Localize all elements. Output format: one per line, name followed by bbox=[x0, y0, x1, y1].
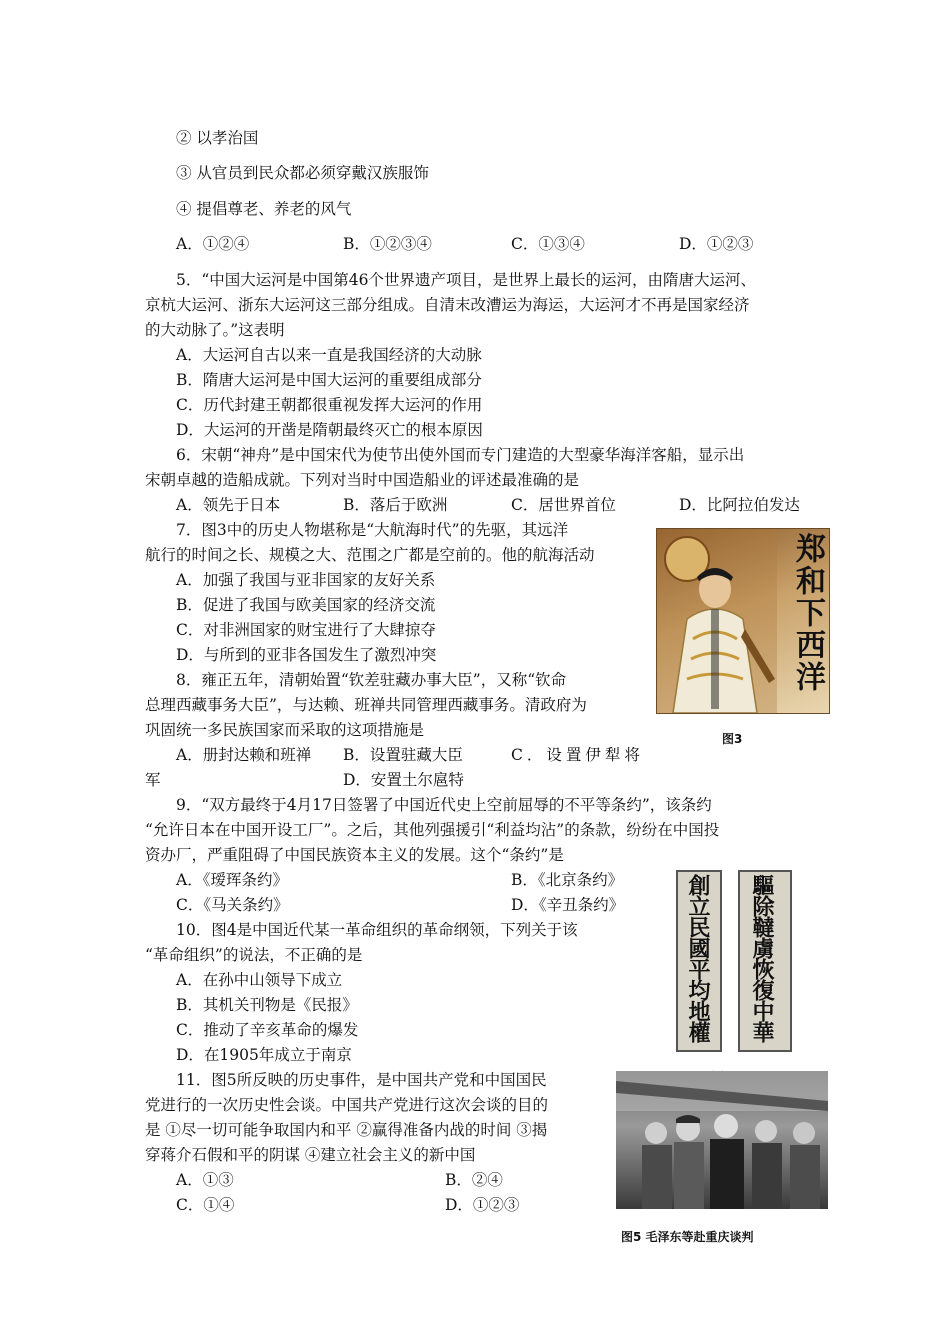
q7-option-b: B．促进了我国与欧美国家的经济交流 bbox=[176, 596, 436, 614]
q10-option-c: C．推动了辛亥革命的爆发 bbox=[176, 1021, 359, 1039]
q9-option-a: A．《瑷珲条约》 bbox=[176, 871, 288, 889]
q8-stem-2: 总理西藏事务大臣”，与达赖、班禅共同管理西藏事务。清政府为 bbox=[145, 696, 587, 714]
q8-option-b: B．设置驻藏大臣 bbox=[343, 746, 463, 764]
figure-4-right-banner bbox=[738, 870, 792, 1052]
q11-stem-3: 是 ①尽一切可能争取国内和平 ②赢得准备内战的时间 ③揭 bbox=[145, 1121, 548, 1139]
q7-stem-1: 7．图3中的历史人物堪称是“大航海时代”的先驱，其远洋 bbox=[176, 521, 569, 539]
figure-4-right-text: 驅除韃虜恢復中華 bbox=[749, 874, 775, 1042]
q11-stem-1: 11．图5所反映的历史事件，是中国共产党和中国国民 bbox=[176, 1071, 547, 1089]
q11-option-a: A．①③ bbox=[176, 1171, 234, 1189]
figure-5-caption: 图5 毛泽东等赴重庆谈判 bbox=[621, 1230, 754, 1244]
q6-stem-1: 6．宋朝“神舟”是中国宋代为使节出使外国而专门建造的大型豪华海洋客船，显示出 bbox=[176, 446, 745, 464]
q9-option-c: C．《马关条约》 bbox=[176, 896, 289, 914]
figure-4-left-banner bbox=[676, 870, 722, 1052]
figure-3-caption: 图3 bbox=[722, 732, 743, 746]
q8-stem-1: 8．雍正五年，清朝始置“钦差驻藏办事大臣”，又称“钦命 bbox=[176, 671, 567, 689]
q5-stem-2: 京杭大运河、浙东大运河这三部分组成。自清末改漕运为海运，大运河才不再是国家经济 bbox=[145, 296, 750, 314]
q7-option-a: A．加强了我国与亚非国家的友好关系 bbox=[176, 571, 436, 589]
q10-option-a: A．在孙中山领导下成立 bbox=[176, 971, 343, 989]
q9-option-d: D．《辛丑条约》 bbox=[511, 896, 625, 914]
q11-stem-2: 党进行的一次历史性会谈。中国共产党进行这次会谈的目的 bbox=[145, 1096, 549, 1114]
q7-stem-2: 航行的时间之长、规模之大、范围之广都是空前的。他的航海活动 bbox=[145, 546, 595, 564]
q10-stem-2: “革命组织”的说法，不正确的是 bbox=[145, 946, 363, 964]
q4-item-3: ③ 从官员到民众都必须穿戴汉族服饰 bbox=[176, 164, 429, 182]
q8-option-d: D．安置土尔扈特 bbox=[343, 771, 464, 789]
q6-option-c: C．居世界首位 bbox=[511, 496, 616, 514]
q7-option-c: C．对非洲国家的财宝进行了大肆掠夺 bbox=[176, 621, 436, 639]
q6-stem-2: 宋朝卓越的造船成就。下列对当时中国造船业的评述最准确的是 bbox=[145, 471, 580, 489]
figure-5-people-illustration bbox=[616, 1071, 828, 1209]
q4-item-4: ④ 提倡尊老、养老的风气 bbox=[176, 200, 352, 218]
q4-option-a: A．①②④ bbox=[176, 235, 250, 253]
q6-option-d: D．比阿拉伯发达 bbox=[679, 496, 800, 514]
q4-item-2: ② 以孝治国 bbox=[176, 129, 259, 147]
q5-option-b: B．隋唐大运河是中国大运河的重要组成部分 bbox=[176, 371, 482, 389]
figure-5-photo bbox=[616, 1071, 828, 1209]
q11-stem-4: 穿蒋介石假和平的阴谋 ④建立社会主义的新中国 bbox=[145, 1146, 476, 1164]
q5-option-c: C．历代封建王朝都很重视发挥大运河的作用 bbox=[176, 396, 483, 414]
q8-stem-3: 巩固统一多民族国家而采取的这项措施是 bbox=[145, 721, 425, 739]
q6-option-a: A．领先于日本 bbox=[176, 496, 281, 514]
q8-option-a: A．册封达赖和班禅 bbox=[176, 746, 312, 764]
q4-option-d: D．①②③ bbox=[679, 235, 754, 253]
figure-3-title: 郑和下西洋 bbox=[790, 533, 825, 693]
q10-stem-1: 10．图4是中国近代某一革命组织的革命纲领，下列关于该 bbox=[176, 921, 578, 939]
q4-option-c: C．①③④ bbox=[511, 235, 585, 253]
q8-option-c: C．设置伊犁将 bbox=[511, 746, 644, 764]
figure-4-left-text: 創立民國平均地權 bbox=[685, 874, 711, 1042]
q10-option-b: B．其机关刊物是《民报》 bbox=[176, 996, 358, 1014]
q5-stem-3: 的大动脉了。”这表明 bbox=[145, 321, 285, 339]
figure-3-zheng-he-image bbox=[656, 528, 830, 714]
q6-option-b: B．落后于欧洲 bbox=[343, 496, 448, 514]
q9-stem-2: “允许日本在中国开设工厂”。之后，其他列强援引“利益均沾”的条款，纷纷在中国投 bbox=[145, 821, 720, 839]
q10-option-d: D．在1905年成立于南京 bbox=[176, 1046, 352, 1064]
q5-stem-1: 5．“中国大运河是中国第46个世界遗产项目，是世界上最长的运河，由隋唐大运河、 bbox=[176, 271, 757, 289]
q7-option-d: D．与所到的亚非各国发生了激烈冲突 bbox=[176, 646, 437, 664]
q5-option-a: A．大运河自古以来一直是我国经济的大动脉 bbox=[176, 346, 482, 364]
q8-option-c-cont: 军 bbox=[145, 771, 161, 789]
q9-stem-1: 9．“双方最终于4月17日签署了中国近代史上空前屈辱的不平等条约”，该条约 bbox=[176, 796, 712, 814]
q9-stem-3: 资办厂，严重阻碍了中国民族资本主义的发展。这个“条约”是 bbox=[145, 846, 564, 864]
q11-option-c: C．①④ bbox=[176, 1196, 235, 1214]
q11-option-d: D．①②③ bbox=[445, 1196, 520, 1214]
q9-option-b: B．《北京条约》 bbox=[511, 871, 624, 889]
q5-option-d: D．大运河的开凿是隋朝最终灭亡的根本原因 bbox=[176, 421, 483, 439]
q11-option-b: B．②④ bbox=[445, 1171, 503, 1189]
q4-option-b: B．①②③④ bbox=[343, 235, 432, 253]
